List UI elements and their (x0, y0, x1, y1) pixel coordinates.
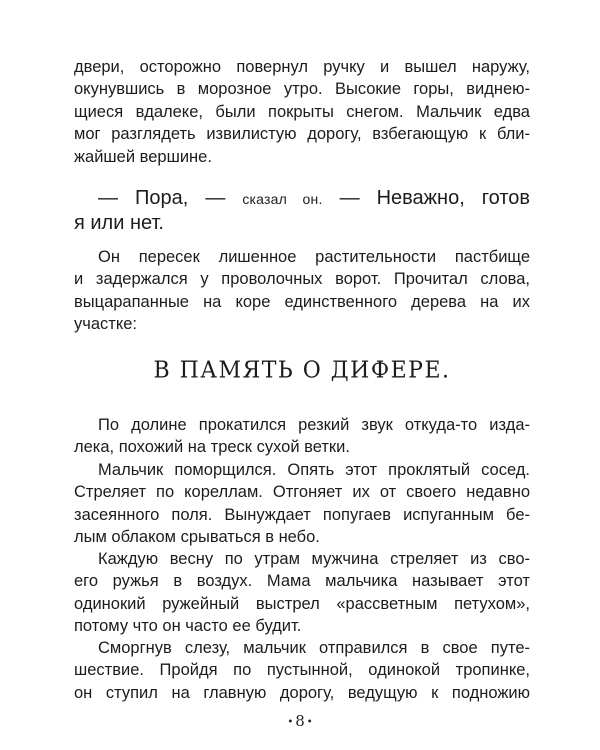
text-line: шествие. Пройдя по пустынной, одинокой тропинке, (74, 661, 530, 680)
text-line: щиеся вдалеке, были покрыты снегом. Мальчик едва (74, 102, 530, 121)
text-line: одинокий ружейный выстрел «рассветным петухом», (74, 594, 530, 613)
paragraph (74, 637, 530, 704)
text-line: мог разглядеть извилистую дорогу, взбегающую к бли- (74, 125, 530, 144)
text-line: Сморгнув слезу, мальчик отправился в свое путе- (98, 639, 530, 657)
dot-ornament: • (306, 716, 313, 728)
text-line: засеянного поля. Вынуждает попугаев испуганным бе- (74, 505, 530, 524)
paragraph (74, 459, 530, 549)
text-line: Мальчик поморщился. Опять этот проклятый сосед. (98, 461, 530, 479)
paragraph (74, 414, 530, 459)
tree-inscription: В ПАМЯТЬ О ДИФЕРЕ. (153, 357, 451, 384)
text-line: Он пересек лишенное растительности пастбище (98, 248, 530, 266)
text-line: Каждую весну по утрам мужчина стреляет из сво- (98, 550, 530, 568)
text-line: он ступил на главную дорогу, ведущую к подножию (74, 683, 530, 702)
text-line: окунувшись в морозное утро. Высокие горы, виднею- (74, 80, 530, 99)
text-line: выцарапанные на коре единственного дерева на их (74, 292, 530, 311)
text-line: его ружья в воздух. Мама мальчика называет этот (74, 572, 530, 591)
page-number-value: 8 (295, 712, 305, 730)
text-line: участке: (74, 315, 137, 334)
page-number (0, 712, 600, 730)
dot-ornament: • (287, 716, 294, 728)
text-line: лым облаком срываться в небо. (74, 528, 320, 547)
dialog-speech-2: — Неважно, готов (339, 187, 531, 209)
paragraph (74, 548, 530, 638)
text-line: лека, похожий на треск сухой ветки. (74, 438, 350, 457)
paragraph (74, 246, 530, 336)
text-line: По долине прокатился резкий звук откуда-то изда- (98, 416, 530, 434)
text-line: Стреляет по кореллам. Отгоняет их от своего недавно (74, 483, 530, 502)
text-line: потому что он часто ее будит. (74, 617, 302, 636)
dialog-paragraph (74, 186, 530, 235)
text-line: двери, осторожно повернул ручку и вышел наружу, (74, 58, 530, 76)
dialog-line: я или нет. (74, 212, 164, 234)
text-line: и задержался у проволочных ворот. Прочитал слова, (74, 270, 530, 289)
dialog-line (74, 186, 530, 211)
paragraph (74, 56, 530, 168)
text-line: жайшей вершине. (74, 147, 212, 166)
dialog-speech-1: — Пора, — (98, 187, 226, 209)
dialog-attribution: сказал он. (242, 191, 323, 207)
